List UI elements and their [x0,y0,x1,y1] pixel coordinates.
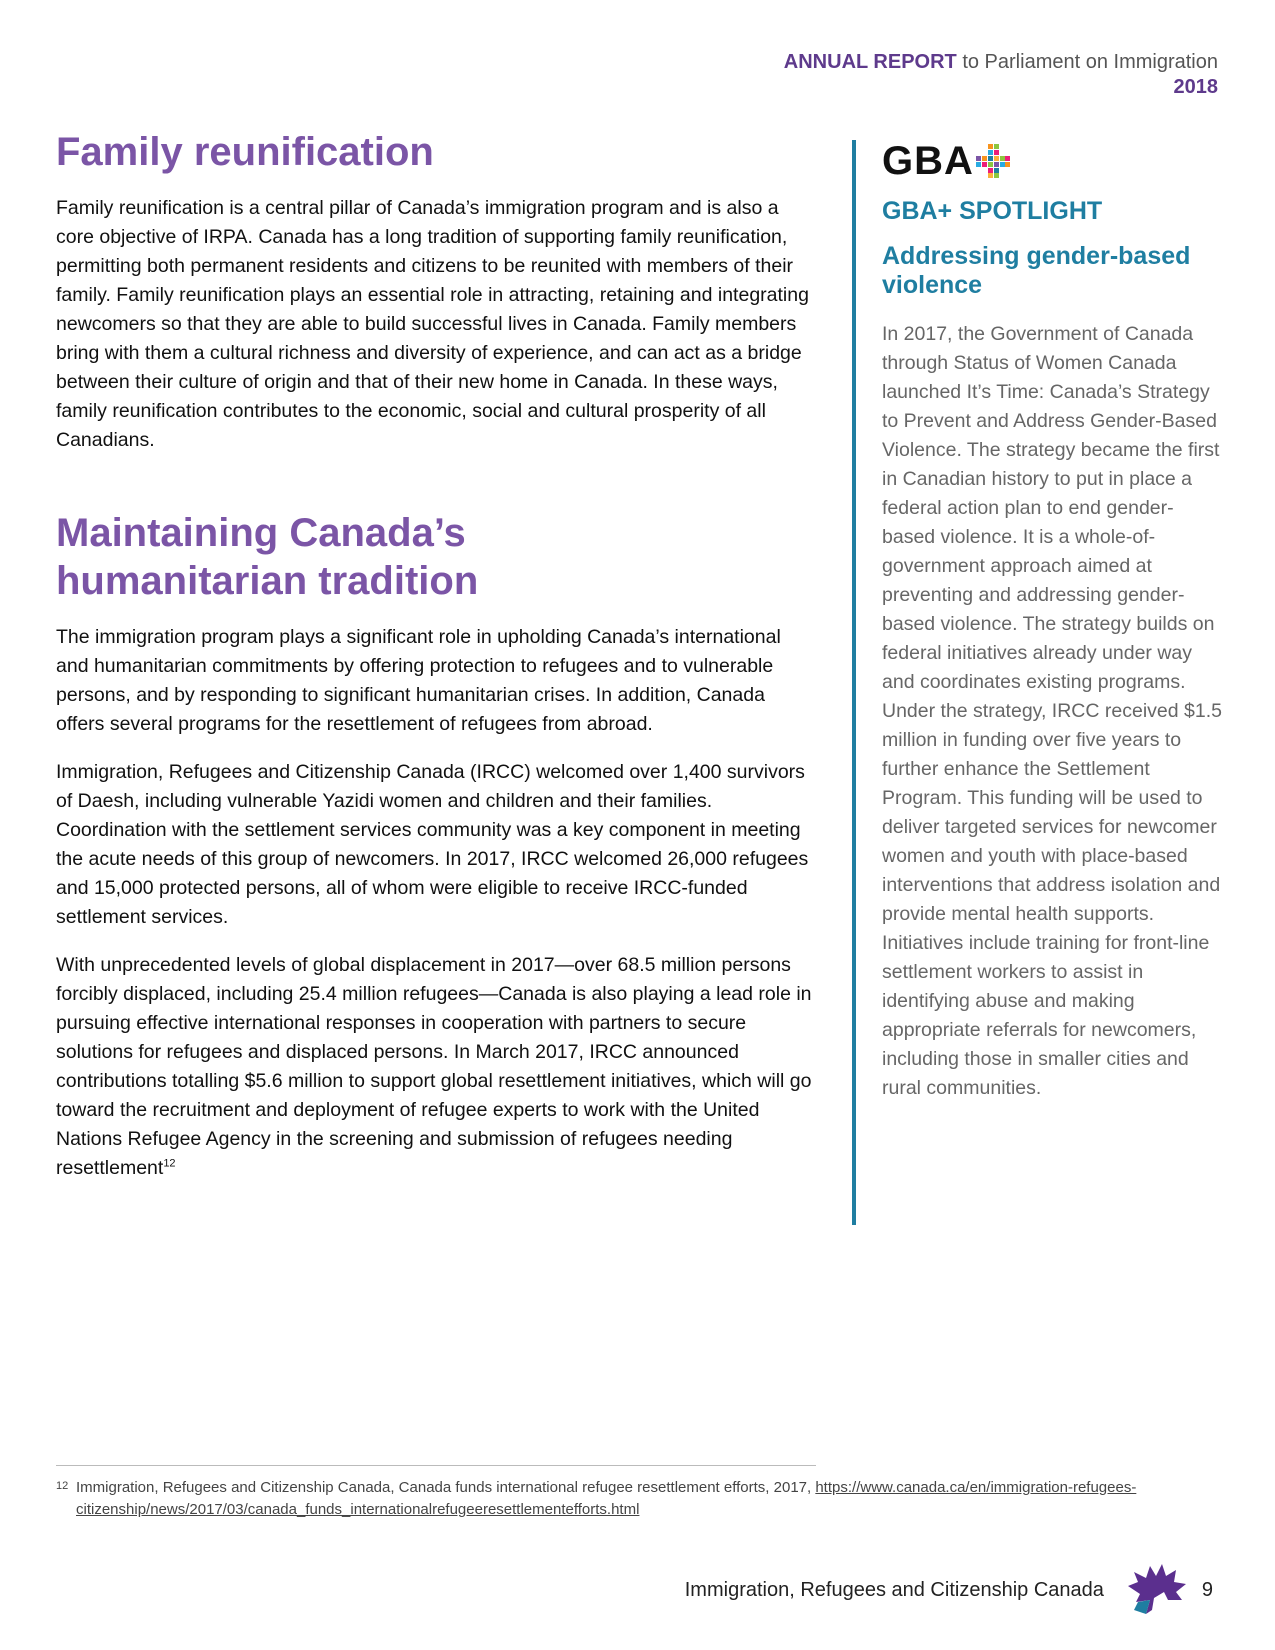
spotlight-body: In 2017, the Government of Canada through Status of Women Canada launched It’s Time: Canada’s Strategy to Prevent and Address Gender-Based Violence. The strategy became the first in Canadian history to put in place a federal action plan to end gender-based violence. It is a whole-of-government approach aimed at preventing and addressing gender-based violence. The strategy builds on federal initiatives already under way and coordinates existing programs. Under the strategy, IRCC received $1.5 million in funding over five years to further enhance the Settlement Program. This funding will be used to deliver targeted services for newcomer women and youth with place-based interventions that address isolation and provide mental health supports. Initiatives include training for front-line settlement workers to assist in identifying abuse and making appropriate referrals for newcomers, including those in smaller cities and rural communities. [882,323,1222,1099]
humanitarian-paragraph-3 [56,951,816,1183]
footnote-text: Immigration, Refugees and Citizenship Canada, Canada funds international refugee resettlement efforts, 2017, [76,1479,816,1496]
report-label: ANNUAL REPORT [783,51,957,73]
humanitarian-paragraph-3-text: With unprecedented levels of global displacement in 2017—over 68.5 million persons forcibly displaced, including 25.4 million refugees—Canada is also playing a lead role in pursuing effective international responses in cooperation with partners to secure solutions for refugees and displaced persons. In March 2017, IRCC announced contributions totalling $5.6 million to support global resettlement initiatives, which will go toward the recruitment and deployment of refugee experts to work with the United Nations Refugee Agency in the screening and submission of refugees needing resettlement [56,954,812,1179]
humanitarian-paragraph-2: Immigration, Refugees and Citizenship Canada (IRCC) welcomed over 1,400 survivors of Daesh, including vulnerable Yazidi women and children and their families. Coordination with the settlement services community was a key component in meeting the acute needs of this group of newcomers. In 2017, IRCC welcomed 26,000 refugees and 15,000 protected persons, all of whom were eligible to receive IRCC-funded settlement services. [56,761,809,928]
page-number: 9 [1201,1578,1213,1601]
gba-logo [882,140,1222,182]
sidebar-rule [852,140,856,1225]
gba-logo-text: GBA [882,139,974,183]
gba-plus-icon [976,144,1010,178]
footer-org: Immigration, Refugees and Citizenship Canada [684,1578,1104,1601]
page-footer [685,1562,1213,1618]
gba-spotlight-sidebar [852,140,1222,1225]
spotlight-heading: Addressing gender-based violence [882,242,1191,299]
section-title-humanitarian: Maintaining Canada’s humanitarian tradition [56,511,479,603]
footnote-divider [56,1465,816,1466]
humanitarian-paragraph-1: The immigration program plays a significant role in upholding Canada’s international and humanitarian commitments by offering protection to refugees and to vulnerable persons, and by responding to significant humanitarian crises. In addition, Canada offers several programs for the resettlement of refugees from abroad. [56,626,781,735]
family-paragraph: Family reunification is a central pillar of Canada’s immigration program and is also a core objective of IRPA. Canada has a long tradition of supporting family reunification, permitting both permanent residents and citizens to be reunited with members of their family. Family reunification plays an essential role in attracting, retaining and integrating newcomers so that they are able to build successful lives in Canada. Family members bring with them a cultural richness and diversity of experience, and can act as a bridge between their culture of origin and that of their new home in Canada. In these ways, family reunification contributes to the economic, social and cultural prosperity of all Canadians. [56,197,809,451]
page-header [784,50,1218,100]
report-subtitle: to Parliament on Immigration [956,51,1218,73]
footnote-ref[interactable]: 12 [163,1157,176,1170]
spotlight-kicker: GBA+ SPOTLIGHT [882,197,1103,225]
maple-leaf-icon [1124,1562,1188,1618]
report-year: 2018 [1173,76,1218,98]
footnote [56,1477,1171,1521]
section-title-family: Family reunification [56,130,434,174]
main-column [56,128,816,1202]
footnote-number: 12 [56,1480,69,1492]
footnote-link[interactable]: https://www.canada.ca/en/immigration-refugees-citizenship/news/2017/03/canada_funds_internationalrefugeeresettlementefforts.html [76,1479,1137,1518]
